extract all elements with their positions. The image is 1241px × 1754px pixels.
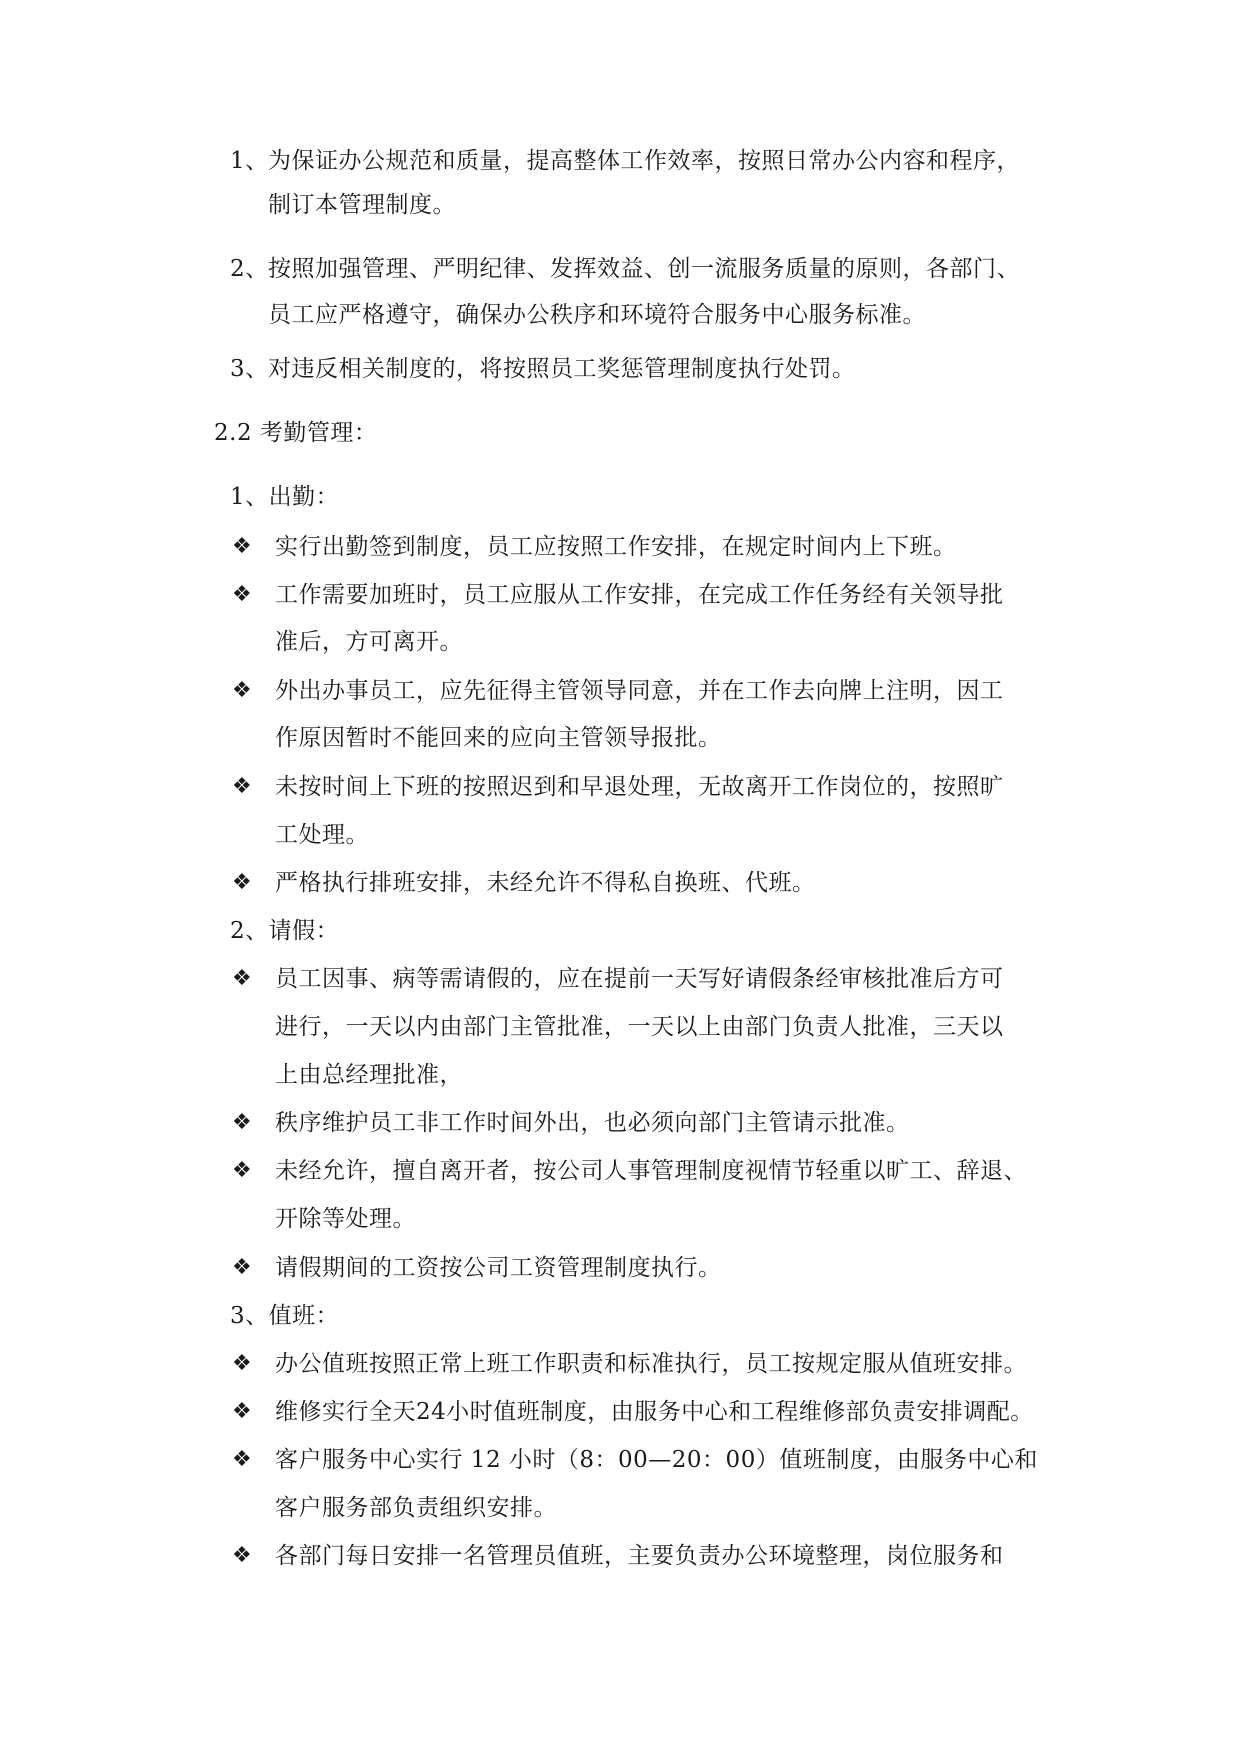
sub1-bullet-2-line-2: 准后，方可离开。 xyxy=(275,629,463,655)
sub3-title: 3、值班： xyxy=(230,1303,340,1329)
bullet-diamond-icon: ❖ xyxy=(232,870,252,895)
sub1-title: 1、出勤： xyxy=(230,484,340,510)
sub3-bullet-2-line-1: 维修实行全天24小时值班制度，由服务中心和工程维修部负责安排调配。 xyxy=(275,1399,1034,1425)
bullet-diamond-icon: ❖ xyxy=(232,534,252,559)
bullet-diamond-icon: ❖ xyxy=(232,1447,252,1472)
sub1-bullet-1-line-1: 实行出勤签到制度，员工应按照工作安排，在规定时间内上下班。 xyxy=(275,534,957,560)
bullet-diamond-icon: ❖ xyxy=(232,966,252,991)
sub3-bullet-3-line-1: 客户服务中心实行 12 小时（8：00—20：00）值班制度，由服务中心和 xyxy=(275,1447,1038,1473)
section-title: 2.2 考勤管理： xyxy=(214,420,378,446)
bullet-diamond-icon: ❖ xyxy=(232,774,252,799)
sub2-title: 2、请假： xyxy=(230,918,340,944)
sub3-bullet-1-line-1: 办公值班按照正常上班工作职责和标准执行，员工按规定服从值班安排。 xyxy=(275,1351,1027,1377)
intro-item-2-line-1: 按照加强管理、严明纪律、发挥效益、创一流服务质量的原则，各部门、 xyxy=(268,256,1020,282)
sub2-bullet-1-line-2: 进行，一天以内由部门主管批准，一天以上由部门负责人批准，三天以 xyxy=(275,1014,1004,1040)
intro-item-3-line-1: 对违反相关制度的，将按照员工奖惩管理制度执行处罚。 xyxy=(268,356,856,382)
bullet-diamond-icon: ❖ xyxy=(232,1351,252,1376)
intro-item-3-number: 3、 xyxy=(230,356,269,382)
bullet-diamond-icon: ❖ xyxy=(232,1543,252,1568)
sub3-bullet-4-line-1: 各部门每日安排一名管理员值班，主要负责办公环境整理，岗位服务和 xyxy=(275,1543,1004,1569)
sub1-bullet-4-line-2: 工处理。 xyxy=(275,822,369,848)
sub2-bullet-3-line-2: 开除等处理。 xyxy=(275,1206,416,1232)
intro-item-1-line-1: 为保证办公规范和质量，提高整体工作效率，按照日常办公内容和程序， xyxy=(268,148,1020,174)
sub1-bullet-3-line-2: 作原因暂时不能回来的应向主管领导报批。 xyxy=(275,725,722,751)
sub2-bullet-1-line-3: 上由总经理批准， xyxy=(275,1062,463,1088)
sub1-bullet-2-line-1: 工作需要加班时，员工应服从工作安排，在完成工作任务经有关领导批 xyxy=(275,582,1004,608)
intro-item-2-number: 2、 xyxy=(230,256,269,282)
intro-item-1-number: 1、 xyxy=(230,148,269,174)
intro-item-1-line-2: 制订本管理制度。 xyxy=(268,192,456,218)
sub2-bullet-3-line-1: 未经允许，擅自离开者，按公司人事管理制度视情节轻重以旷工、辞退、 xyxy=(275,1158,1027,1184)
sub1-bullet-3-line-1: 外出办事员工，应先征得主管领导同意，并在工作去向牌上注明，因工 xyxy=(275,678,1004,704)
bullet-diamond-icon: ❖ xyxy=(232,1255,252,1280)
bullet-diamond-icon: ❖ xyxy=(232,582,252,607)
sub3-bullet-3-line-2: 客户服务部负责组织安排。 xyxy=(275,1495,557,1521)
sub1-bullet-4-line-1: 未按时间上下班的按照迟到和早退处理，无故离开工作岗位的，按照旷 xyxy=(275,774,1004,800)
bullet-diamond-icon: ❖ xyxy=(232,1399,252,1424)
sub2-bullet-4-line-1: 请假期间的工资按公司工资管理制度执行。 xyxy=(275,1255,722,1281)
bullet-diamond-icon: ❖ xyxy=(232,1158,252,1183)
sub2-bullet-2-line-1: 秩序维护员工非工作时间外出，也必须向部门主管请示批准。 xyxy=(275,1110,910,1136)
bullet-diamond-icon: ❖ xyxy=(232,678,252,703)
sub1-bullet-5-line-1: 严格执行排班安排，未经允许不得私自换班、代班。 xyxy=(275,870,816,896)
sub2-bullet-1-line-1: 员工因事、病等需请假的，应在提前一天写好请假条经审核批准后方可 xyxy=(275,966,1004,992)
intro-item-2-line-2: 员工应严格遵守，确保办公秩序和环境符合服务中心服务标准。 xyxy=(268,302,926,328)
bullet-diamond-icon: ❖ xyxy=(232,1110,252,1135)
